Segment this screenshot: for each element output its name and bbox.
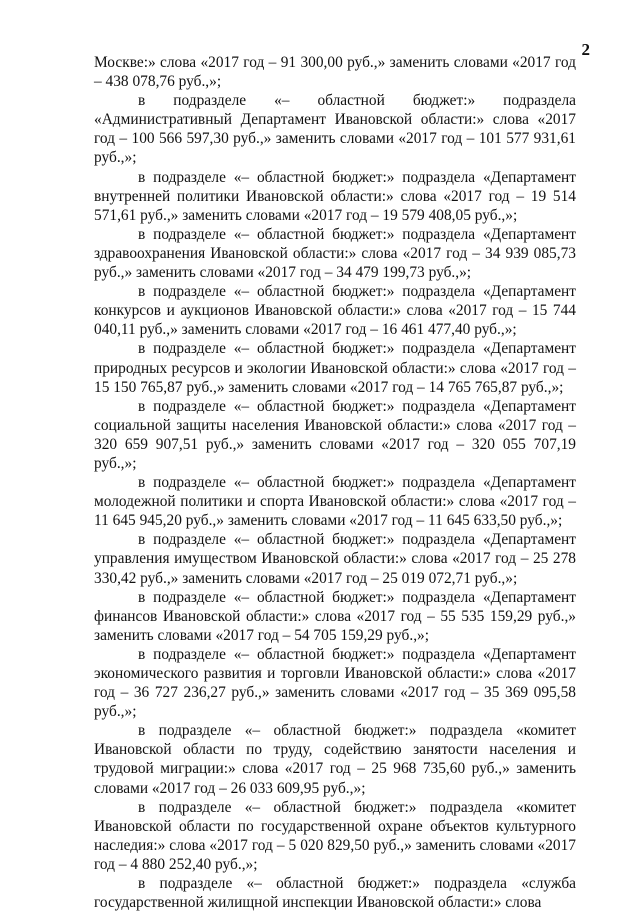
paragraph-4: в подразделе «– областной бюджет:» подраздела «Департамент здравоохранения Ивановской области:» слова «2017 год – 34 939 085,73 руб.,» заменить словами «2017 год – 34 479 199,73 руб.,»;: [94, 225, 576, 282]
paragraph-13: в подразделе «– областной бюджет:» подраздела «комитет Ивановской области по государственной охране объектов культурного наследия:» слова «2017 год – 5 020 829,50 руб.,» заменить словами «2017 год – 4 880 252,40 руб.,»;: [94, 798, 576, 873]
paragraph-11: в подразделе «– областной бюджет:» подраздела «Департамент экономического развития и торговли Ивановской области:» слова «2017 год – 36 727 236,27 руб.,» заменить словами «2017 год – 35 369 095,58 руб.,»;: [94, 645, 576, 721]
paragraph-9: в подразделе «– областной бюджет:» подраздела «Департамент управления имуществом Ивановской области:» слова «2017 год – 25 278 330,42 руб.,» заменить словами «2017 год – 25 019 072,71 руб.,»;: [94, 531, 576, 587]
paragraph-2: в подразделе «– областной бюджет:» подраздела «Административный Департамент Ивановской области:» слова «2017 год – 100 566 597,30 руб.,» заменить словами «2017 год – 101 577 931,61 руб.,»;: [94, 92, 576, 167]
paragraph-12: в подразделе «– областной бюджет:» подраздела «комитет Ивановской области по труду, содействию занятости населения и трудовой миграции:» слова «2017 год – 25 968 735,60 руб.,» заменить словами «2017 год – 26 033 609,95 руб.,»;: [94, 722, 576, 797]
paragraph-6: в подразделе «– областной бюджет:» подраздела «Департамент природных ресурсов и экологии Ивановской области:» слова «2017 год – 15 150 765,87 руб.,» заменить словами «2017 год – 14 765 765,87 руб.,»;: [94, 340, 576, 396]
paragraph-5: в подразделе «– областной бюджет:» подраздела «Департамент конкурсов и аукционов Ивановской области:» слова «2017 год – 15 744 040,11 руб.,» заменить словами «2017 год – 16 461 477,40 руб.,»;: [94, 283, 576, 339]
paragraph-8: в подразделе «– областной бюджет:» подраздела «Департамент молодежной политики и спорта Ивановской области:» слова «2017 год – 11 645 945,20 руб.,» заменить словами «2017 год – 11 645 633,50 руб.,»;: [94, 474, 576, 530]
paragraph-10: в подразделе «– областной бюджет:» подраздела «Департамент финансов Ивановской области:» слова «2017 год – 55 535 159,29 руб.,» заменить словами «2017 год – 54 705 159,29 руб.,»;: [94, 588, 576, 644]
paragraph-14: в подразделе «– областной бюджет:» подраздела «служба государственной жилищной инспекции Ивановской области:» слова: [94, 875, 576, 912]
paragraph-7: в подразделе «– областной бюджет:» подраздела «Департамент социальной защиты населения Ивановской области:» слова «2017 год – 320 659 907,51 руб.,» заменить словами «2017 год – 320 055 707,19 руб.,»;: [94, 397, 576, 472]
paragraph-1: Москве:» слова «2017 год – 91 300,00 руб.,» заменить словами «2017 год – 438 078,76 руб.,»;: [94, 54, 576, 91]
page-number: 2: [581, 40, 590, 59]
paragraph-3: в подразделе «– областной бюджет:» подраздела «Департамент внутренней политики Ивановской области:» слова «2017 год – 19 514 571,61 руб.,» заменить словами «2017 год – 19 579 408,05 руб.,»;: [94, 168, 576, 224]
document-body: [94, 53, 576, 912]
